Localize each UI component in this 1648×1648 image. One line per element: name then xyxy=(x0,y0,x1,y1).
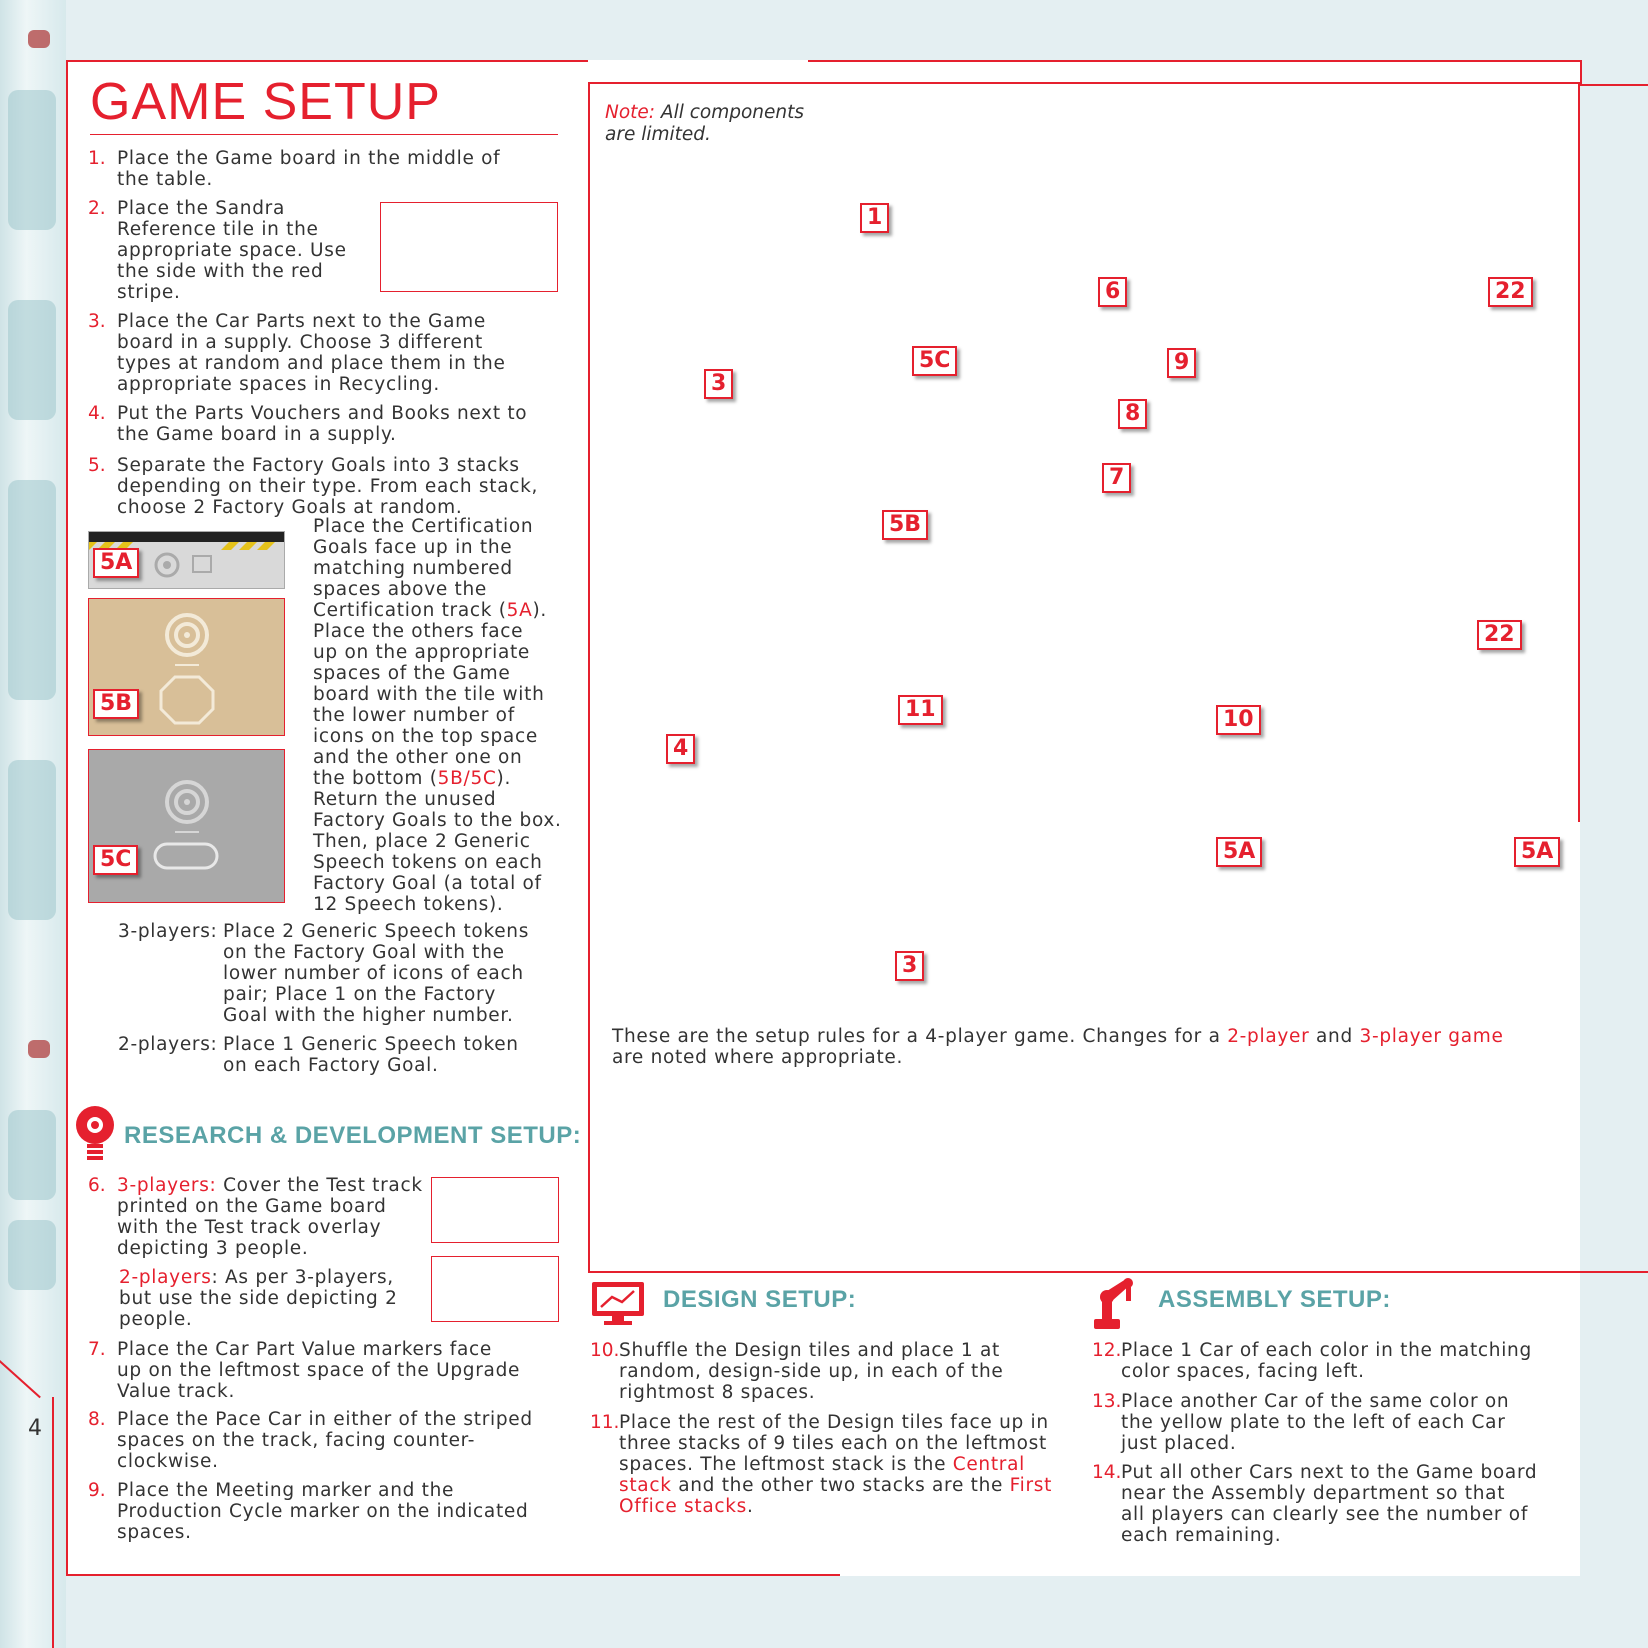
frame-line xyxy=(52,1397,54,1648)
assembly-setup-heading: ASSEMBLY SETUP: xyxy=(1158,1286,1391,1313)
step-1-text: Place the Game board in the middle of the table. xyxy=(117,148,501,190)
board-label: 10 xyxy=(1216,705,1261,735)
rd-setup-heading: RESEARCH & DEVELOPMENT SETUP: xyxy=(124,1122,582,1149)
board-label: 6 xyxy=(1098,277,1127,307)
decorative-part xyxy=(28,1040,50,1058)
frame-line xyxy=(1580,84,1648,86)
step-6-2p-text: 2-players: As per 3-players, but use the side depicting 2 people. xyxy=(119,1267,398,1330)
board-label: 5A xyxy=(1216,837,1262,867)
frame-line xyxy=(66,1574,840,1576)
board-frame-top xyxy=(588,82,1580,84)
step-number: 3. xyxy=(88,311,106,332)
step-number: 12. xyxy=(1092,1340,1122,1361)
frame-line xyxy=(66,60,588,62)
test-track-overlay-2p-placeholder xyxy=(431,1256,559,1322)
variant-label-2p: 2-players: xyxy=(118,1034,218,1055)
design-setup-heading: DESIGN SETUP: xyxy=(663,1286,857,1313)
test-track-overlay-3p-placeholder xyxy=(431,1177,559,1243)
decorative-side-strip xyxy=(0,0,66,1648)
robot-arm-icon xyxy=(1088,1275,1142,1331)
step-14-text: Put all other Cars next to the Game board near the Assembly department so that all players can clearly see the number of each remaining. xyxy=(1121,1462,1538,1546)
board-label: 5A xyxy=(1514,837,1560,867)
frame-line xyxy=(808,60,1582,62)
board-label: 9 xyxy=(1167,348,1196,378)
board-frame-right xyxy=(1578,82,1580,822)
tile-label-5a: 5A xyxy=(93,548,139,578)
step-4-text: Put the Parts Vouchers and Books next to the Game board in a supply. xyxy=(117,403,528,445)
step-8-text: Place the Pace Car in either of the striped spaces on the track, facing counter- clockwise. xyxy=(117,1409,533,1472)
board-label: 5B xyxy=(882,510,928,540)
step-number: 9. xyxy=(88,1480,106,1501)
board-label: 8 xyxy=(1118,399,1147,429)
board-label: 4 xyxy=(666,734,695,764)
decorative-part xyxy=(8,480,56,700)
step-number: 4. xyxy=(88,403,106,424)
step-7-text: Place the Car Part Value markers face up on the leftmost space of the Upgrade Value track. xyxy=(117,1339,521,1402)
car-icon xyxy=(89,750,284,902)
intro-text: These are the setup rules for a 4-player game. Changes for a 2-player and 3-player game are noted where appropriate. xyxy=(612,1026,1504,1068)
tile-label-5c: 5C xyxy=(93,845,138,875)
variant-label-3p: 3-players: xyxy=(118,921,218,942)
step-3-text: Place the Car Parts next to the Game board in a supply. Choose 3 different types at random and place them in the appropriate spaces in Recycling. xyxy=(117,311,506,395)
components-note: Note: All components are limited. xyxy=(605,102,805,145)
board-label: 3 xyxy=(704,369,733,399)
step-number: 8. xyxy=(88,1409,106,1430)
step-12-text: Place 1 Car of each color in the matching color spaces, facing left. xyxy=(1121,1340,1532,1382)
step-13-text: Place another Car of the same color on the yellow plate to the left of each Car just placed. xyxy=(1121,1391,1510,1454)
step-11-text: Place the rest of the Design tiles face up in three stacks of 9 tiles each on the leftmost spaces. The leftmost stack is the Central stack and the other two stacks are the First Office stacks. xyxy=(619,1412,1053,1517)
board-frame-bottom xyxy=(588,1271,1648,1273)
decorative-part xyxy=(8,300,56,420)
variant-text-3p: Place 2 Generic Speech tokens on the Factory Goal with the lower number of icons of each pair; Place 1 on the Factory Goal with the higher number. xyxy=(223,921,530,1026)
lightbulb-gear-icon xyxy=(74,1104,116,1162)
step-6-text: 3-players: Cover the Test track printed on the Game board with the Test track overlay depicting 3 people. xyxy=(117,1175,423,1259)
board-label: 7 xyxy=(1102,463,1131,493)
design-monitor-icon xyxy=(590,1280,646,1326)
step-number: 2. xyxy=(88,198,106,219)
decorative-part xyxy=(8,1220,56,1290)
step-number: 6. xyxy=(88,1175,106,1196)
variant-text-2p: Place 1 Generic Speech token on each Factory Goal. xyxy=(223,1034,519,1076)
title-rule xyxy=(90,134,558,135)
step-number: 5. xyxy=(88,455,106,476)
factory-goal-tile-c xyxy=(88,749,285,903)
board-label: 22 xyxy=(1477,620,1522,650)
board-frame-left xyxy=(588,82,590,1272)
step-5-text: Separate the Factory Goals into 3 stacks depending on their type. From each stack, choose 2 Factory Goals at random. xyxy=(117,455,539,518)
page-title: GAME SETUP xyxy=(90,73,441,131)
tile-label-5b: 5B xyxy=(93,689,139,719)
page-number: 4 xyxy=(28,1416,43,1441)
sandra-tile-image-placeholder xyxy=(380,202,558,292)
frame-line xyxy=(66,60,68,1575)
board-label: 11 xyxy=(898,695,943,725)
step-number: 14. xyxy=(1092,1462,1122,1483)
step-2-text: Place the Sandra Reference tile in the appropriate space. Use the side with the red stripe. xyxy=(117,198,347,303)
board-label: 1 xyxy=(860,203,889,233)
decorative-part xyxy=(8,760,56,920)
decorative-part xyxy=(8,90,56,230)
step-number: 7. xyxy=(88,1339,106,1360)
step-9-text: Place the Meeting marker and the Production Cycle marker on the indicated spaces. xyxy=(117,1480,529,1543)
step-10-text: Shuffle the Design tiles and place 1 at random, design-side up, in each of the rightmost 8 spaces. xyxy=(619,1340,1004,1403)
step-number: 1. xyxy=(88,148,106,169)
decorative-part xyxy=(28,30,50,48)
board-label: 3 xyxy=(895,951,924,981)
board-label: 22 xyxy=(1488,277,1533,307)
frame-line xyxy=(1580,60,1582,84)
decorative-part xyxy=(8,1110,56,1200)
step-number: 11. xyxy=(590,1412,620,1433)
step-number: 13. xyxy=(1092,1391,1122,1412)
step-number: 10. xyxy=(590,1340,620,1361)
step-5-details: Place the Certification Goals face up in the matching numbered spaces above the Certification track (5A). Place the others face up on the appropriate spaces of the Game board with the tile with the lower number of icons on the top space and the other one on the bottom (5B/5C). Return the unused Factory Goals to the box. Then, place 2 Generic Speech tokens on each Factory Goal (a total of 12 Speech tokens). xyxy=(313,516,562,915)
board-label: 5C xyxy=(912,346,957,376)
